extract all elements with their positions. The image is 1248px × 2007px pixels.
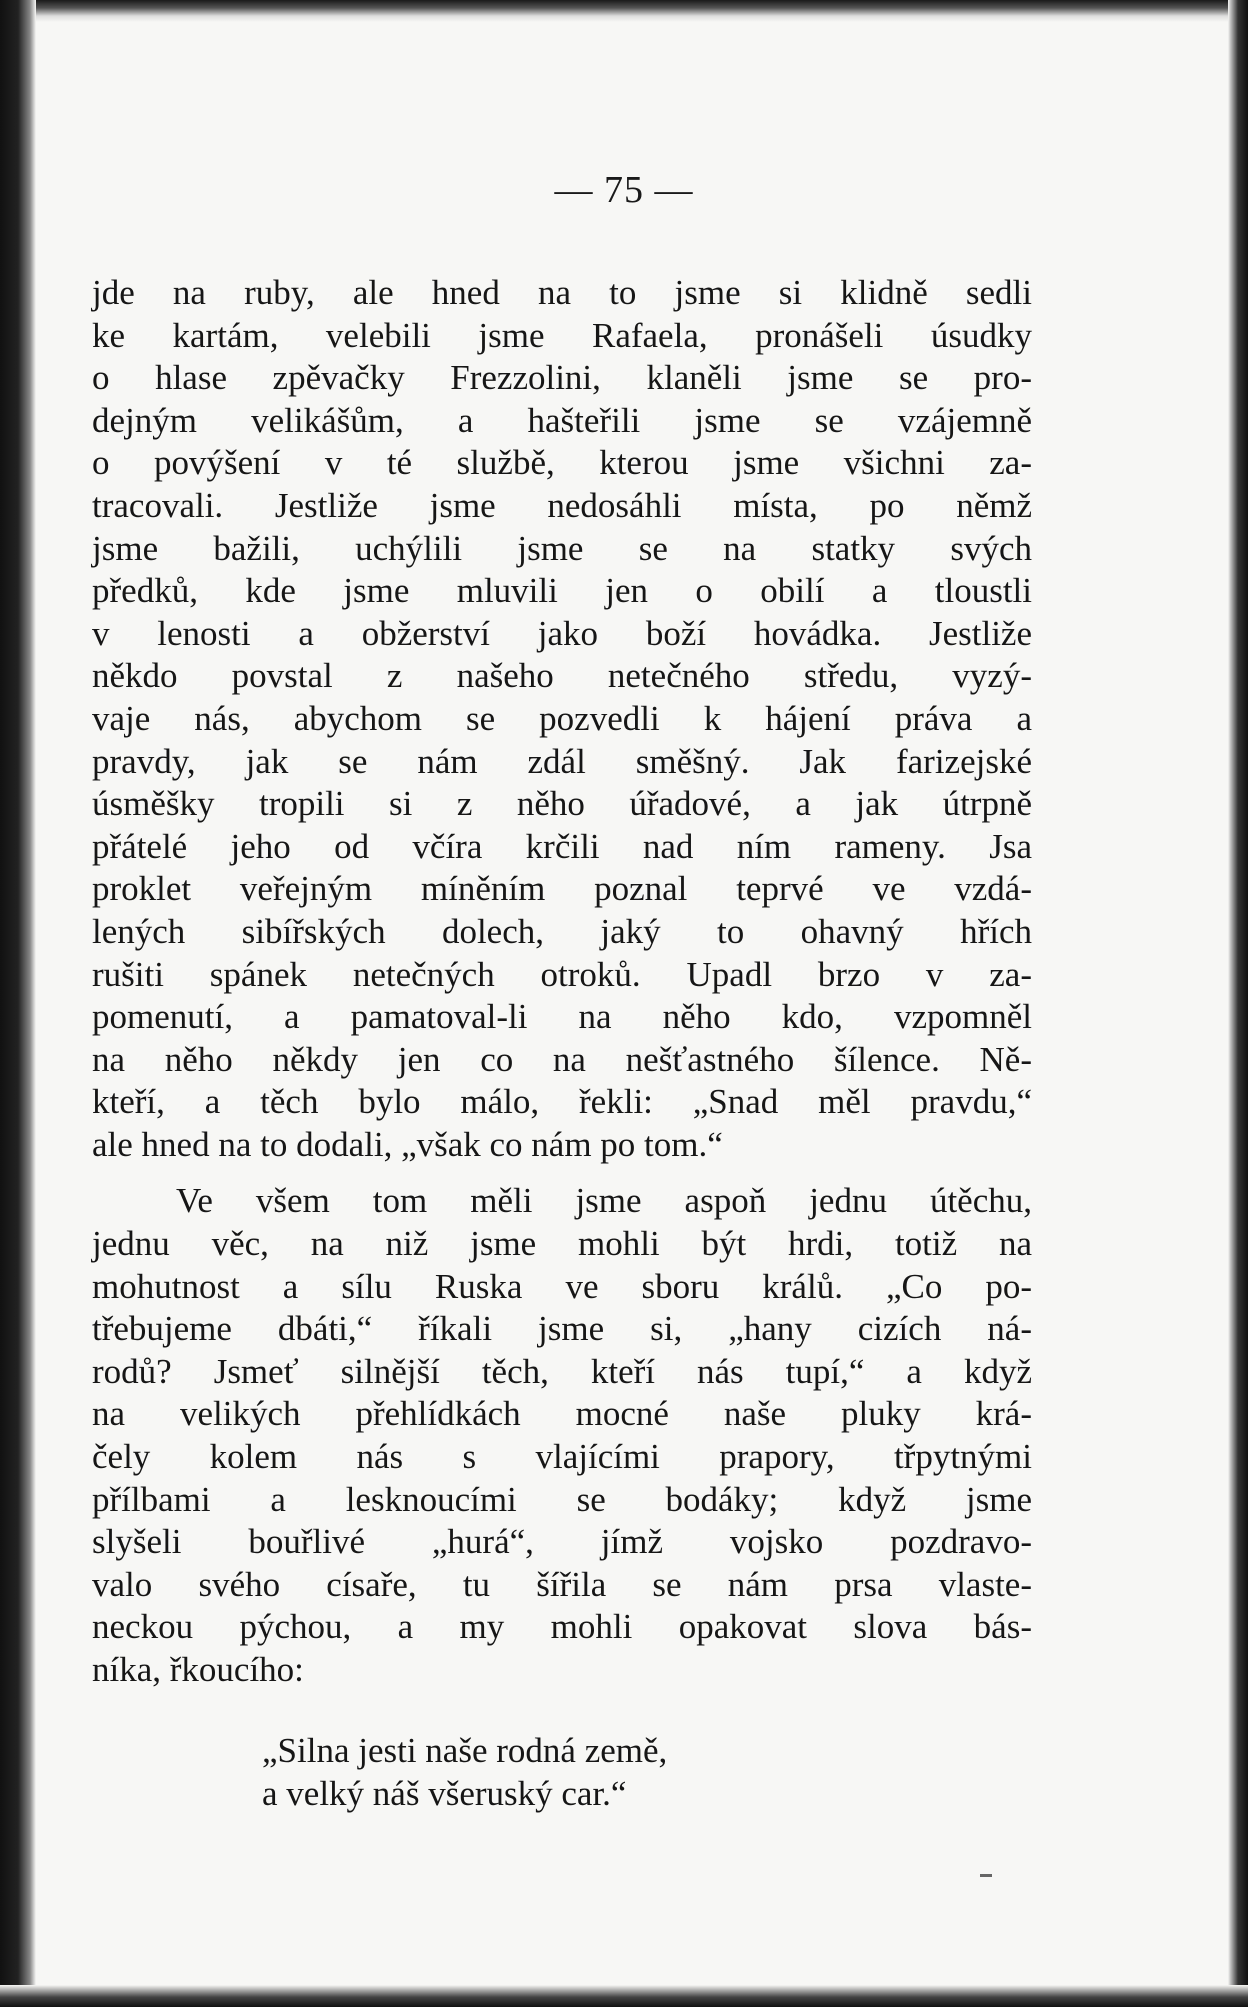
- text-line: ale hned na to dodali, „však co nám po tom.“: [92, 1124, 723, 1164]
- text-line: slyšeli bouřlivé „hurá“, jímž vojsko pozdravo-: [92, 1522, 1032, 1562]
- text-line: o povýšení v té službě, kterou jsme všichni za-: [92, 443, 1032, 483]
- text-line: neckou pýchou, a my mohli opakovat slova bás-: [92, 1607, 1032, 1647]
- paragraph-2: [92, 1180, 1032, 1691]
- text-line: pravdy, jak se nám zdál směšný. Jak farizejské: [92, 741, 1032, 781]
- text-line: na velikých přehlídkách mocné naše pluky krá-: [92, 1394, 1032, 1434]
- text-line: jsme bažili, uchýlili jsme se na statky svých: [92, 528, 1032, 568]
- paragraph-gap: [92, 1166, 1032, 1180]
- text-line: rušiti spánek netečných otroků. Upadl brzo v za-: [92, 954, 1032, 994]
- text-line: přílbami a lesknoucími se bodáky; když jsme: [92, 1479, 1032, 1519]
- scan-edge-right: [1228, 0, 1248, 2007]
- text-line: ke kartám, velebili jsme Rafaela, pronášeli úsudky: [92, 315, 1032, 355]
- text-line: čely kolem nás s vlajícími prapory, třpytnými: [92, 1437, 1032, 1477]
- text-line: rodů? Jsmeť silnější těch, kteří nás tupí,“ a když: [92, 1351, 1032, 1391]
- text-line: níka, řkoucího:: [92, 1650, 304, 1689]
- text-line: Ve všem tom měli jsme aspoň jednu útěchu,: [176, 1181, 1032, 1221]
- text-line: třebujeme dbáti,“ říkali jsme si, „hany cizích ná-: [92, 1309, 1032, 1349]
- paragraph-1: [92, 272, 1032, 1166]
- text-line: tracovali. Jestliže jsme nedosáhli místa, po němž: [92, 485, 1032, 525]
- text-line: jednu věc, na niž jsme mohli být hrdi, totiž na: [92, 1224, 1032, 1264]
- text-line: vaje nás, abychom se pozvedli k hájení práva a: [92, 698, 1032, 738]
- body-text: [92, 272, 1032, 1692]
- text-line: úsměšky tropili si z něho úřadové, a jak útrpně: [92, 784, 1032, 824]
- scan-edge-top: [0, 0, 1248, 22]
- text-line: předků, kde jsme mluvili jen o obilí a tloustli: [92, 571, 1032, 611]
- text-line: valo svého císaře, tu šířila se nám prsa vlaste-: [92, 1564, 1032, 1604]
- text-line: kteří, a těch bylo málo, řekli: „Snad měl pravdu,“: [92, 1082, 1032, 1122]
- text-line: přátelé jeho od včíra krčili nad ním rameny. Jsa: [92, 826, 1032, 866]
- text-line: v lenosti a obžerství jako boží hovádka. Jestliže: [92, 613, 1032, 653]
- text-line: lených sibířských dolech, jaký to ohavný hřích: [92, 911, 1032, 951]
- text-line: pomenutí, a pamatoval-li na něho kdo, vzpomněl: [92, 997, 1032, 1037]
- text-line: na něho někdy jen co na nešťastného šílence. Ně-: [92, 1039, 1032, 1079]
- text-line: mohutnost a sílu Ruska ve sboru králů. „Co po-: [92, 1266, 1032, 1306]
- verse-line: „Silna jesti naše rodná země,: [262, 1731, 668, 1770]
- scan-speck: [980, 1874, 992, 1877]
- text-line: proklet veřejným míněním poznal teprvé ve vzdá-: [92, 869, 1032, 909]
- scan-edge-left: [0, 0, 36, 2007]
- verse-line: a velký náš všeruský car.“: [262, 1773, 627, 1813]
- text-line: o hlase zpěvačky Frezzolini, klaněli jsme se pro-: [92, 358, 1032, 398]
- page-number: — 75 —: [554, 169, 694, 211]
- verse-quote: [262, 1730, 667, 1815]
- text-line: dejným velikášům, a hašteřili jsme se vzájemně: [92, 400, 1032, 440]
- text-line: někdo povstal z našeho netečného středu, vyzý-: [92, 656, 1032, 696]
- scan-edge-bottom: [0, 1985, 1248, 2007]
- text-line: jde na ruby, ale hned na to jsme si klidně sedli: [92, 273, 1032, 312]
